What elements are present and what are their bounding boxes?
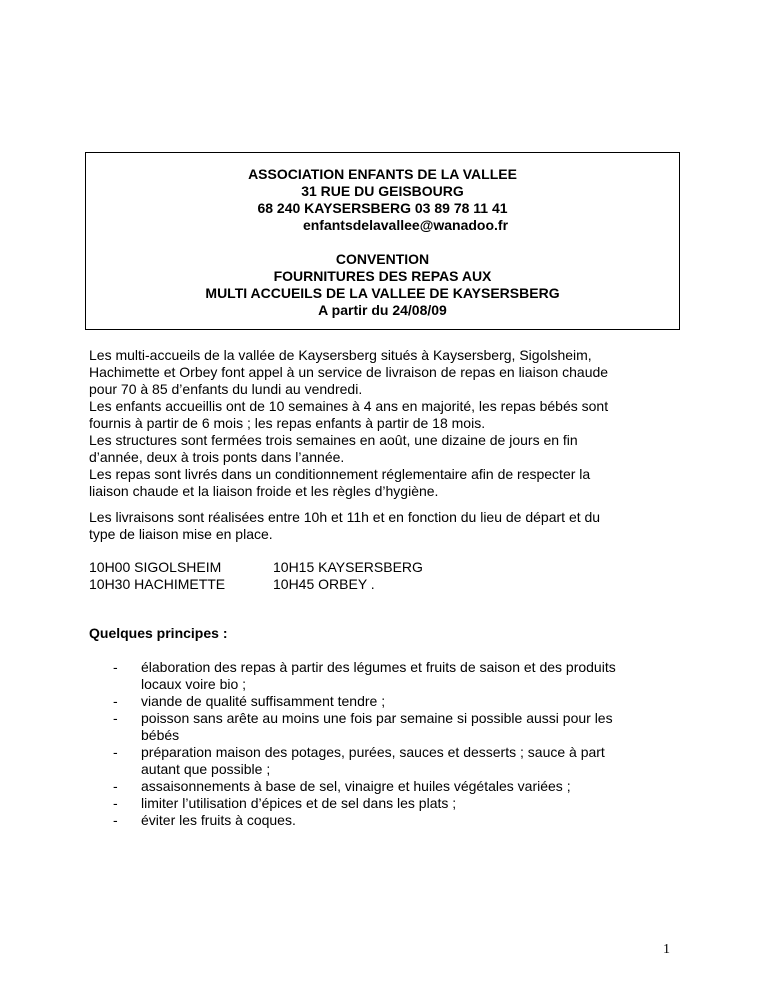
list-item — [89, 693, 689, 710]
list-item-text: bébés — [141, 727, 180, 743]
letterhead-box — [85, 152, 680, 330]
list-item-text: limiter l’utilisation d’épices et de sel dans les plats ; — [141, 795, 457, 811]
list-item-text: locaux voire bio ; — [141, 676, 247, 692]
dash-bullet: - — [113, 693, 118, 709]
schedule-row — [89, 559, 489, 576]
effective-date: A partir du 24/08/09 — [318, 302, 447, 318]
schedule-entry: 10H30 HACHIMETTE — [89, 576, 226, 592]
email-address: enfantsdelavallee@wanadoo.fr — [302, 217, 509, 233]
principles-list — [89, 659, 689, 829]
delivery-paragraph — [89, 509, 689, 543]
dash-bullet: - — [113, 778, 118, 794]
spacer — [86, 234, 679, 251]
list-item-text: assaisonnements à base de sel, vinaigre et huiles végétales variées ; — [141, 778, 571, 794]
delivery-line: type de liaison mise en place. — [89, 526, 273, 542]
list-item-text: poisson sans arête au moins une fois par semaine si possible aussi pour les — [141, 710, 613, 726]
intro-line: fournis à partir de 6 mois ; les repas enfants à partir de 18 mois. — [89, 415, 486, 431]
dash-bullet: - — [113, 812, 118, 828]
dash-bullet: - — [113, 710, 118, 726]
schedule-entry: 10H15 KAYSERSBERG — [273, 559, 423, 575]
list-item-text: éviter les fruits à coques. — [141, 812, 296, 828]
list-item-text: autant que possible ; — [141, 761, 271, 777]
schedule-row — [89, 576, 489, 593]
intro-line: pour 70 à 85 d’enfants du lundi au vendredi. — [89, 381, 363, 397]
delivery-schedule — [89, 559, 489, 593]
list-item — [89, 812, 689, 829]
intro-line: Les repas sont livrés dans un conditionnement réglementaire afin de respecter la — [89, 466, 591, 482]
list-item — [89, 795, 689, 812]
document-subtitle-1: FOURNITURES DES REPAS AUX — [273, 268, 492, 284]
dash-bullet: - — [113, 659, 118, 675]
list-item-text: viande de qualité suffisamment tendre ; — [141, 693, 386, 709]
list-item-text: préparation maison des potages, purées, sauces et desserts ; sauce à part — [141, 744, 605, 760]
schedule-entry: 10H45 ORBEY . — [273, 576, 375, 592]
schedule-entry: 10H00 SIGOLSHEIM — [89, 559, 222, 575]
intro-line: Les structures sont fermées trois semaines en août, une dizaine de jours en fin — [89, 432, 578, 448]
intro-line: d’année, deux à trois ponts dans l’année. — [89, 449, 345, 465]
delivery-line: Les livraisons sont réalisées entre 10h et 11h et en fonction du lieu de départ et du — [89, 509, 601, 525]
intro-line: Hachimette et Orbey font appel à un service de livraison de repas en liaison chaude — [89, 364, 609, 380]
intro-paragraph — [89, 347, 689, 500]
principles-heading: Quelques principes : — [89, 625, 228, 641]
org-name: ASSOCIATION ENFANTS DE LA VALLEE — [248, 166, 517, 182]
intro-line: Les enfants accueillis ont de 10 semaines à 4 ans en majorité, les repas bébés sont — [89, 398, 609, 414]
dash-bullet: - — [113, 795, 118, 811]
list-item — [89, 659, 689, 693]
document-subtitle-2: MULTI ACCUEILS DE LA VALLEE DE KAYSERSBERG — [205, 285, 560, 301]
page-number: 1 — [663, 942, 670, 957]
list-item — [89, 778, 689, 795]
dash-bullet: - — [113, 744, 118, 760]
list-item — [89, 744, 689, 778]
intro-line: liaison chaude et la liaison froide et les règles d’hygiène. — [89, 483, 439, 499]
list-item — [89, 710, 689, 744]
intro-line: Les multi-accueils de la vallée de Kaysersberg situés à Kaysersberg, Sigolsheim, — [89, 347, 592, 363]
list-item-text: élaboration des repas à partir des légumes et fruits de saison et des produits — [141, 659, 616, 675]
address-street: 31 RUE DU GEISBOURG — [301, 183, 464, 199]
address-city-phone: 68 240 KAYSERSBERG 03 89 78 11 41 — [257, 200, 508, 216]
document-title: CONVENTION — [335, 251, 430, 267]
